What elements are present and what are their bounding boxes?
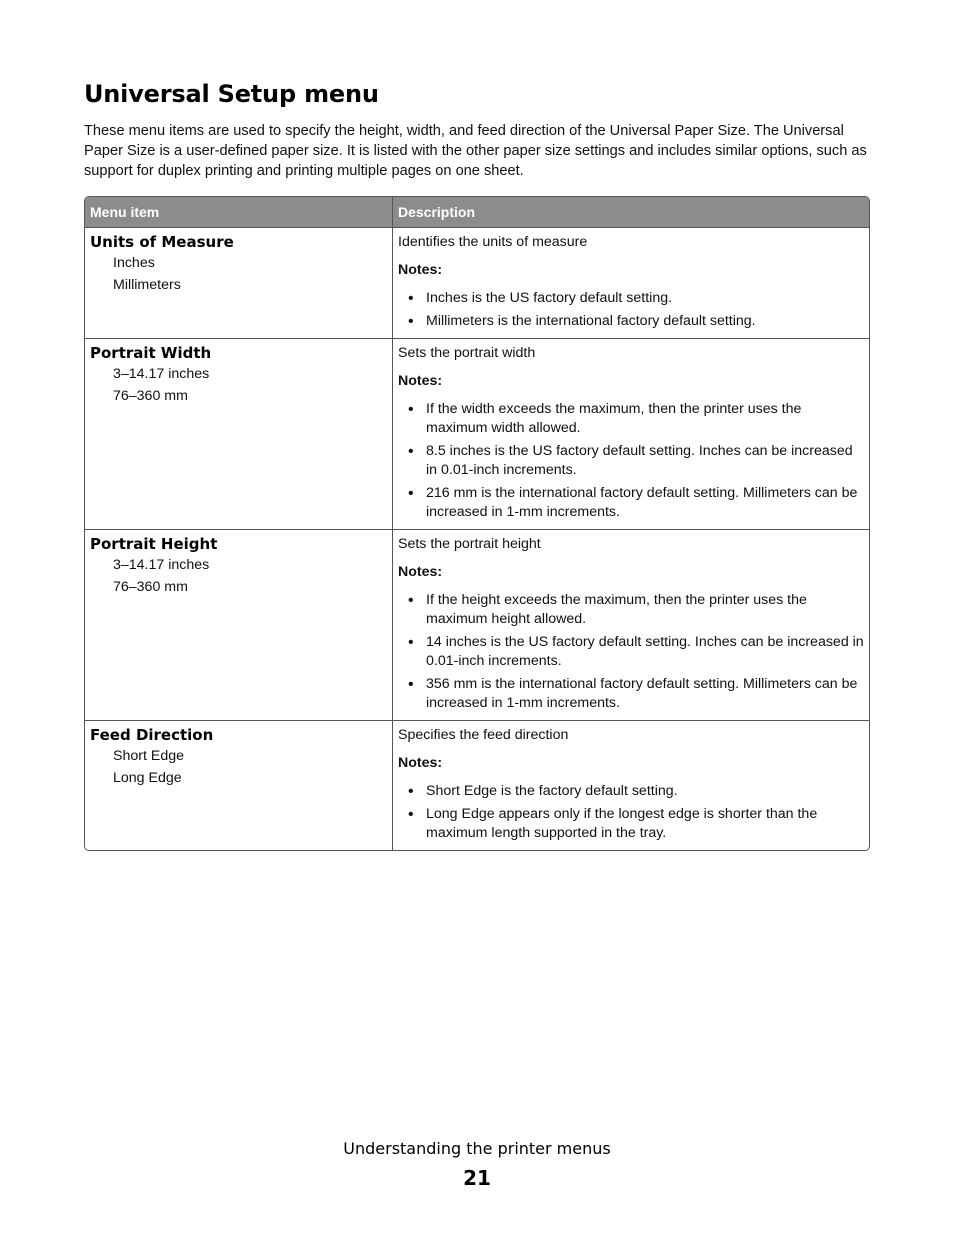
- table-row: [85, 720, 869, 850]
- table-row: [85, 338, 869, 529]
- notes-label: Notes:: [398, 262, 443, 278]
- menu-item-cell: [85, 227, 393, 338]
- description-text: Specifies the feed direction: [398, 727, 569, 743]
- description-cell: [393, 720, 869, 850]
- description-text: Sets the portrait width: [398, 345, 536, 361]
- notes-list: [398, 400, 864, 522]
- notes-label: Notes:: [398, 755, 443, 771]
- menu-item-option: Inches: [113, 255, 155, 271]
- menu-item-option: 76–360 mm: [113, 579, 188, 595]
- menu-item-option: 3–14.17 inches: [113, 366, 210, 382]
- note-item: • 8.5 inches is the US factory default setting. Inches can be increased in 0.01-inch increments.: [398, 442, 864, 480]
- menu-item-name: Portrait Height: [90, 535, 218, 553]
- description-text: Identifies the units of measure: [398, 234, 588, 250]
- note-item: • Short Edge is the factory default setting.: [398, 782, 864, 801]
- notes-label: Notes:: [398, 373, 443, 389]
- description-text: Sets the portrait height: [398, 536, 541, 552]
- menu-item-cell: [85, 720, 393, 850]
- menu-item-name: Feed Direction: [90, 726, 214, 744]
- menu-item-cell: [85, 529, 393, 720]
- note-item: • If the width exceeds the maximum, then the printer uses the maximum width allowed.: [398, 400, 864, 438]
- note-item: • 216 mm is the international factory default setting. Millimeters can be increased in 1-mm increments.: [398, 484, 864, 522]
- header-menu-item: Menu item: [85, 197, 393, 227]
- intro-paragraph: These menu items are used to specify the height, width, and feed direction of the Universal Paper Size. The Universal Paper Size is a user-defined paper size. It is listed with the other paper size settings and includes similar options, such as support for duplex printing and printing multiple pages on one sheet.: [84, 123, 867, 179]
- description-cell: [393, 227, 869, 338]
- note-item: • If the height exceeds the maximum, then the printer uses the maximum height allowed.: [398, 591, 864, 629]
- notes-list: [398, 289, 864, 331]
- notes-list: [398, 782, 864, 843]
- page-title: Universal Setup menu: [84, 80, 379, 108]
- note-item: • Inches is the US factory default setting.: [398, 289, 864, 308]
- table-header-row: [85, 197, 869, 227]
- menu-item-cell: [85, 338, 393, 529]
- page-number: 21: [463, 1166, 491, 1190]
- menu-item-option: Long Edge: [113, 770, 182, 786]
- note-item: • 356 mm is the international factory default setting. Millimeters can be increased in 1-mm increments.: [398, 675, 864, 713]
- menu-item-option: Millimeters: [113, 277, 181, 293]
- menu-item-option: 76–360 mm: [113, 388, 188, 404]
- note-item: • 14 inches is the US factory default setting. Inches can be increased in 0.01-inch increments.: [398, 633, 864, 671]
- table-row: [85, 529, 869, 720]
- header-description: Description: [393, 197, 869, 227]
- note-item: • Long Edge appears only if the longest edge is shorter than the maximum length supported in the tray.: [398, 805, 864, 843]
- menu-item-option: Short Edge: [113, 748, 184, 764]
- menu-table: [84, 196, 870, 851]
- notes-list: [398, 591, 864, 713]
- menu-item-name: Units of Measure: [90, 233, 234, 251]
- note-item: • Millimeters is the international factory default setting.: [398, 312, 864, 331]
- notes-label: Notes:: [398, 564, 443, 580]
- description-cell: [393, 529, 869, 720]
- menu-item-name: Portrait Width: [90, 344, 212, 362]
- description-cell: [393, 338, 869, 529]
- menu-item-option: 3–14.17 inches: [113, 557, 210, 573]
- footer-section-title: Understanding the printer menus: [343, 1139, 611, 1158]
- table-row: [85, 227, 869, 338]
